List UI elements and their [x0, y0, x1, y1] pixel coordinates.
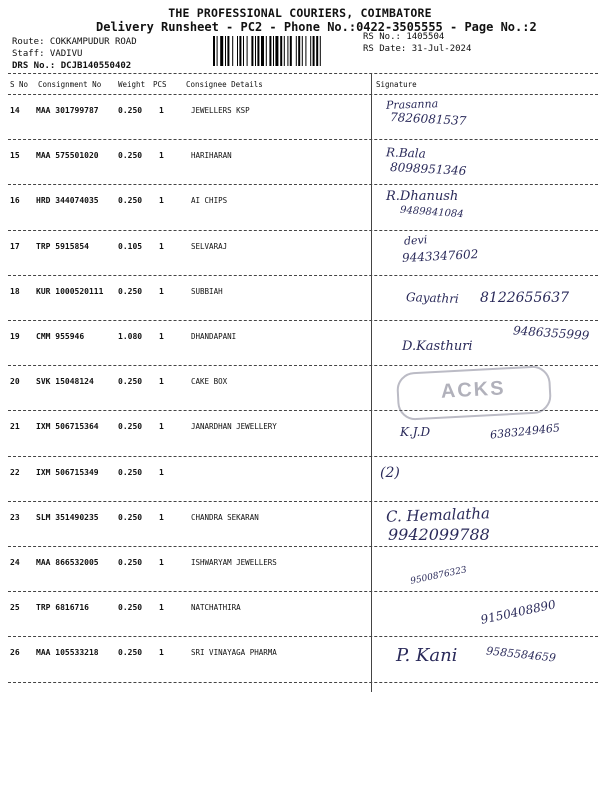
barcode-bar: [227, 36, 229, 66]
table-row: [8, 411, 598, 456]
row-pcs: 1: [159, 512, 164, 522]
row-consignee: AI CHIPS: [191, 196, 228, 206]
barcode-bar: [217, 36, 218, 66]
row-sno: 21: [10, 422, 20, 432]
row-consignee: DHANDAPANI: [191, 332, 237, 341]
row-weight: 0.250: [118, 286, 143, 296]
row-weight: 0.250: [118, 558, 143, 567]
barcode-bar: [255, 36, 256, 66]
row-sno: 14: [10, 106, 20, 115]
row-signature-phone: 7826081537: [389, 110, 467, 128]
barcode-bar: [302, 36, 303, 66]
table-row: [8, 457, 598, 502]
barcode-bar: [290, 36, 292, 66]
row-divider: [8, 682, 598, 683]
row-weight: 0.250: [118, 377, 143, 387]
barcode-bar: [220, 36, 223, 66]
col-header-sno: S No: [10, 80, 29, 89]
row-signature-name: devi: [403, 232, 428, 248]
col-header-signature: Signature: [376, 80, 417, 89]
row-signature-name: Prasanna: [385, 97, 439, 112]
barcode-bar: [273, 36, 274, 66]
table-row: [8, 276, 598, 321]
row-consignee: SUBBIAH: [191, 286, 223, 296]
row-pcs: 1: [159, 151, 164, 161]
row-consignment-no: MAA 866532005: [36, 558, 99, 567]
row-weight: 1.080: [118, 332, 143, 341]
table-top-rule: [8, 73, 598, 74]
row-consignee: SELVARAJ: [191, 241, 228, 251]
row-signature-name: K.J.D: [400, 425, 431, 440]
row-weight: 0.105: [118, 241, 143, 251]
barcode-bar: [275, 36, 278, 66]
barcode-bar: [313, 36, 315, 66]
row-weight: 0.250: [118, 106, 143, 115]
table-row: [8, 321, 598, 366]
row-sno: 22: [10, 467, 20, 477]
row-signature-name: C. Hemalatha: [385, 503, 491, 526]
row-pcs: 1: [159, 558, 164, 567]
row-sno: 25: [10, 603, 20, 613]
row-pcs: 1: [159, 648, 164, 658]
row-weight: 0.250: [118, 196, 143, 206]
row-sno: 15: [10, 151, 20, 161]
company-title: THE PROFESSIONAL COURIERS, COIMBATORE: [168, 6, 432, 20]
row-pcs: 1: [159, 332, 164, 341]
barcode-bar: [296, 36, 297, 66]
barcode-bar: [213, 36, 215, 66]
table-row: [8, 140, 598, 185]
row-pcs: 1: [159, 422, 164, 432]
table-row: [8, 502, 598, 547]
barcode-image: [213, 36, 357, 66]
row-signature-phone: 9500876323: [409, 565, 468, 587]
row-consignment-no: CMM 955946: [36, 332, 85, 341]
col-header-consignee: Consignee Details: [186, 80, 263, 89]
col-header-weight: Weight: [118, 80, 146, 89]
row-consignment-no: TRP 6816716: [36, 603, 89, 613]
barcode-bar: [266, 36, 267, 66]
company-stamp: [396, 365, 552, 421]
row-pcs: 1: [159, 377, 164, 387]
row-sno: 26: [10, 648, 20, 658]
row-sno: 18: [10, 286, 20, 296]
barcode-bar: [320, 36, 321, 66]
barcode-bar: [251, 36, 253, 66]
row-sno: 20: [10, 377, 20, 387]
table-row: [8, 592, 598, 637]
row-signature-name: R.Dhanush: [386, 189, 459, 205]
row-signature-phone: 9443347602: [401, 246, 479, 265]
row-weight: 0.250: [118, 151, 143, 161]
row-signature-name: R.Bala: [385, 145, 427, 161]
row-consignee: JEWELLERS KSP: [191, 106, 250, 115]
row-pcs: 1: [159, 467, 164, 477]
row-signature-phone: 9150408890: [479, 597, 557, 627]
row-consignment-no: IXM 506715349: [36, 467, 99, 477]
runsheet-subtitle: Delivery Runsheet - PC2 - Phone No.:0422-3505555 - Page No.:2: [96, 20, 537, 34]
table-row: [8, 95, 598, 140]
row-consignment-no: KUR 1000520111: [36, 286, 104, 296]
barcode-bar: [257, 36, 259, 66]
staff-label: Staff: VADIVU: [12, 49, 83, 59]
row-consignee: JANARDHAN JEWELLERY: [191, 422, 277, 432]
row-pcs: 1: [159, 603, 164, 613]
row-signature-phone: 9486355999: [512, 323, 590, 343]
barcode-bar: [310, 36, 311, 66]
row-sno: 23: [10, 512, 20, 522]
rs-number: RS No.: 1405504: [363, 32, 445, 42]
row-weight: 0.250: [118, 648, 143, 658]
barcode-bar: [284, 36, 285, 66]
barcode-bar: [237, 36, 238, 66]
barcode-bar: [305, 36, 306, 66]
route-label: Route: COKKAMPUDUR ROAD: [12, 37, 137, 47]
col-header-consignment: Consignment No: [38, 80, 102, 89]
row-signature-name: (2): [380, 464, 400, 481]
barcode-bar: [316, 36, 318, 66]
table-row: [8, 231, 598, 276]
row-signature-name: Gayathri: [405, 289, 460, 306]
row-signature-name: P. Kani: [396, 645, 458, 667]
barcode-bar: [232, 36, 233, 66]
barcode-bar: [287, 36, 288, 66]
stamp-text: ACKS: [440, 377, 507, 403]
row-weight: 0.250: [118, 422, 143, 432]
row-weight: 0.250: [118, 512, 143, 522]
row-pcs: 1: [159, 196, 164, 206]
barcode-bar: [239, 36, 241, 66]
row-signature-phone: 9942099788: [388, 524, 490, 544]
row-consignee: HARIHARAN: [191, 151, 232, 161]
table-row: [8, 547, 598, 592]
row-signature-phone: 8122655637: [480, 289, 570, 306]
drs-number: DRS No.: DCJB140550402: [12, 61, 132, 71]
row-consignment-no: HRD 344074035: [36, 196, 99, 206]
row-consignee: CAKE BOX: [191, 377, 228, 387]
row-consignment-no: IXM 506715364: [36, 422, 99, 432]
row-consignee: NATCHATHIRA: [191, 603, 241, 613]
row-consignment-no: MAA 575501020: [36, 151, 99, 161]
col-header-pcs: PCS: [153, 80, 167, 89]
row-signature-name: D.Kasthuri: [402, 339, 473, 354]
row-pcs: 1: [159, 106, 164, 115]
row-consignee: SRI VINAYAGA PHARMA: [191, 648, 277, 658]
barcode-bar: [225, 36, 226, 66]
row-consignment-no: TRP 5915854: [36, 241, 89, 251]
row-sno: 19: [10, 332, 20, 341]
barcode-bar: [298, 36, 300, 66]
row-weight: 0.250: [118, 603, 143, 613]
row-sno: 24: [10, 558, 20, 567]
barcode-bar: [247, 36, 248, 66]
row-consignment-no: MAA 301799787: [36, 106, 99, 115]
row-pcs: 1: [159, 286, 164, 296]
row-signature-phone: 6383249465: [489, 421, 561, 443]
table-row: [8, 637, 598, 682]
row-pcs: 1: [159, 241, 164, 251]
row-weight: 0.250: [118, 467, 143, 477]
row-signature-phone: 8098951346: [389, 160, 467, 179]
row-consignee: CHANDRA SEKARAN: [191, 512, 259, 522]
table-row: [8, 185, 598, 230]
barcode-bar: [261, 36, 264, 66]
row-consignment-no: SVK 15048124: [36, 377, 94, 387]
rs-date: RS Date: 31-Jul-2024: [363, 44, 472, 54]
row-sno: 16: [10, 196, 20, 206]
row-signature-phone: 9489841084: [399, 205, 464, 221]
barcode-bar: [243, 36, 244, 66]
row-consignment-no: SLM 351490235: [36, 512, 99, 522]
row-consignment-no: MAA 105533218: [36, 648, 99, 658]
row-consignee: ISHWARYAM JEWELLERS: [191, 558, 277, 567]
barcode-bar: [280, 36, 282, 66]
barcode-bar: [269, 36, 271, 66]
row-signature-phone: 9585584659: [485, 644, 557, 666]
row-sno: 17: [10, 241, 20, 251]
